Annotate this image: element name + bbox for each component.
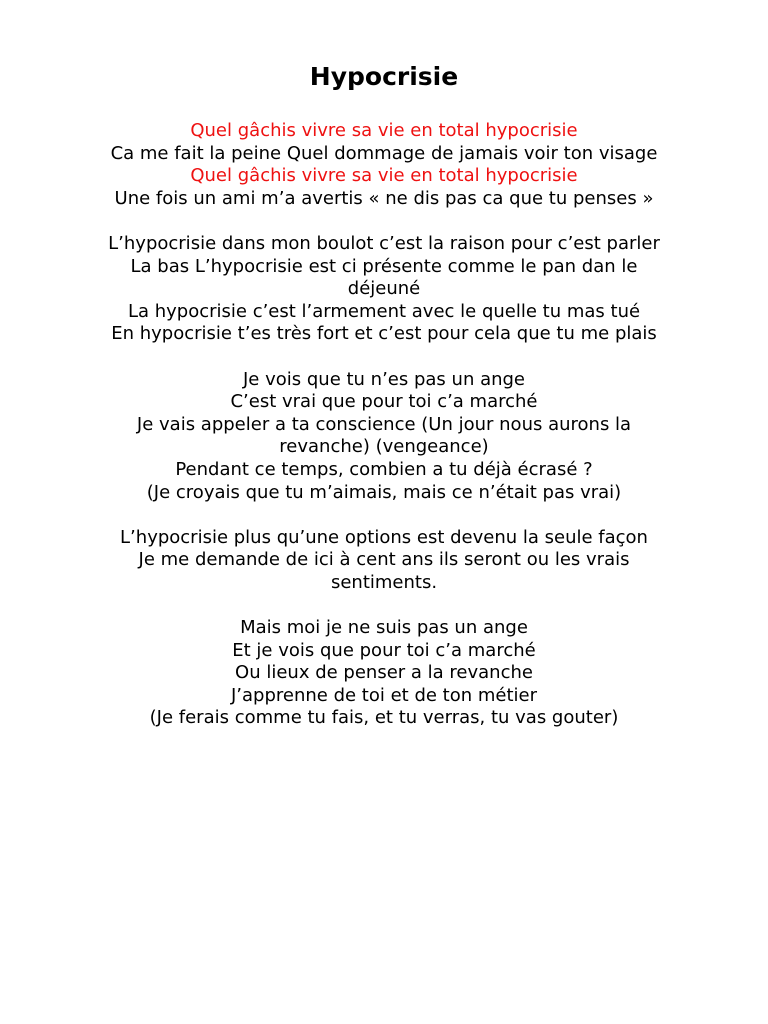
- poem-line: Je vais appeler a ta conscience (Un jour nous aurons la revanche) (vengeance): [136, 413, 632, 458]
- poem-stanza: [104, 233, 664, 346]
- poem-line: (Je ferais comme tu fais, et tu verras, tu vas gouter): [149, 707, 619, 729]
- poem-line-refrain: Quel gâchis vivre sa vie en total hypocrisie: [190, 120, 578, 141]
- poem-stanza: [104, 120, 664, 210]
- poem-line: Pendant ce temps, combien a tu déjà écrasé ?: [175, 458, 593, 480]
- poem-line: Ou lieux de penser a la revanche: [235, 662, 533, 684]
- poem-line: Je vois que tu n’es pas un ange: [242, 368, 526, 390]
- poem-line: Mais moi je ne suis pas un ange: [240, 617, 528, 639]
- poem-line: J’apprenne de toi et de ton métier: [230, 684, 538, 706]
- poem-line: L’hypocrisie dans mon boulot c’est la raison pour c’est parler: [108, 232, 660, 254]
- poem-line: En hypocrisie t’es très fort et c’est pour cela que tu me plais: [111, 323, 657, 345]
- poem-line: (Je croyais que tu m’aimais, mais ce n’était pas vrai): [146, 481, 622, 503]
- poem-line: La hypocrisie c’est l’armement avec le quelle tu mas tué: [127, 300, 641, 322]
- poem-line: C’est vrai que pour toi c’a marché: [230, 391, 538, 413]
- poem-line: La bas L’hypocrisie est ci présente comme le pan dan le déjeuné: [130, 255, 638, 300]
- poem-stanza: [104, 617, 664, 730]
- poem-stanza: [104, 369, 664, 505]
- poem-line: Je me demande de ici à cent ans ils seront ou les vrais sentiments.: [138, 549, 630, 593]
- poem-line: Une fois un ami m’a avertis « ne dis pas ca que tu penses »: [114, 187, 654, 209]
- poem-line: Ca me fait la peine Quel dommage de jamais voir ton visage: [110, 142, 658, 164]
- poem-line: L’hypocrisie plus qu’une options est devenu la seule façon: [120, 526, 648, 548]
- poem-line: Et je vois que pour toi c’a marché: [232, 639, 536, 661]
- poem-line-refrain: Quel gâchis vivre sa vie en total hypocrisie: [190, 165, 578, 187]
- poem-stanza: [104, 527, 664, 595]
- poem-body: [104, 120, 664, 753]
- poem-title: Hypocrisie: [309, 62, 459, 91]
